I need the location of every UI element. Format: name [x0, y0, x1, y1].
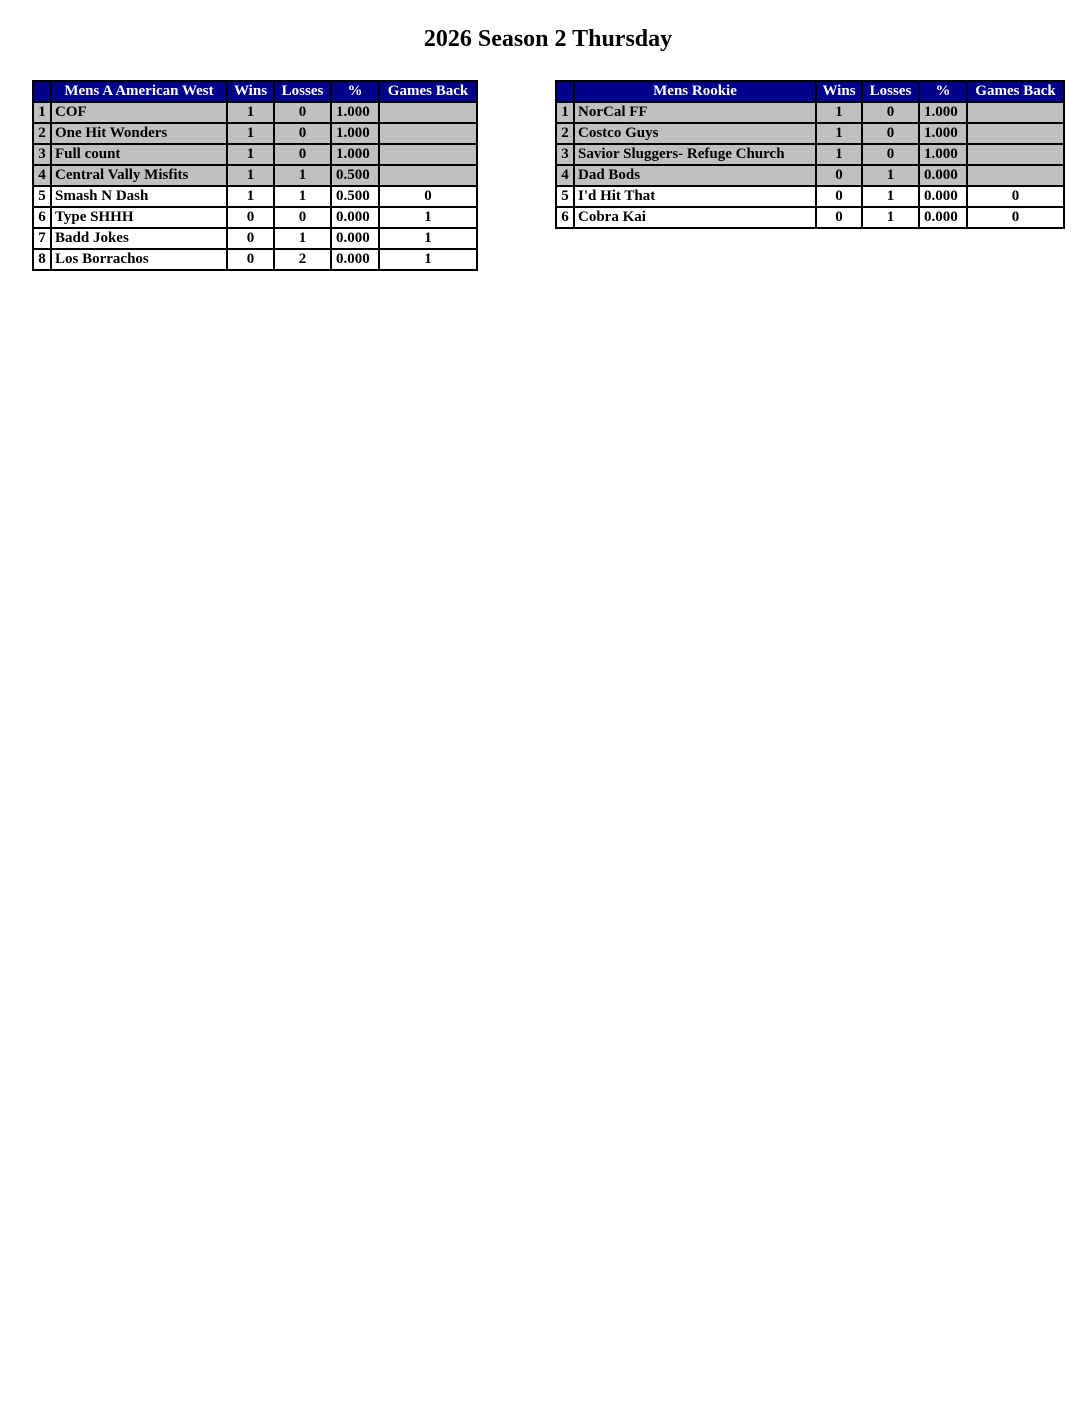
team-name-cell: NorCal FF — [574, 102, 816, 123]
rank-cell: 4 — [556, 165, 574, 186]
games-back-cell — [379, 144, 477, 165]
percentage-cell: 0.000 — [919, 186, 967, 207]
wins-cell: 1 — [227, 186, 274, 207]
losses-cell: 1 — [862, 207, 919, 228]
games-back-cell — [967, 144, 1064, 165]
losses-cell: 0 — [862, 144, 919, 165]
wins-cell: 1 — [227, 144, 274, 165]
table-row — [33, 249, 477, 270]
games-back-cell — [967, 123, 1064, 144]
games-back-cell: 0 — [967, 207, 1064, 228]
wins-cell: 0 — [227, 228, 274, 249]
losses-cell: 2 — [274, 249, 331, 270]
games-back-cell — [379, 123, 477, 144]
percentage-cell: 1.000 — [919, 123, 967, 144]
team-name-cell: Savior Sluggers- Refuge Church — [574, 144, 816, 165]
rank-cell: 7 — [33, 228, 51, 249]
percentage-cell: 1.000 — [331, 102, 379, 123]
wins-cell: 1 — [816, 123, 862, 144]
wins-cell: 1 — [227, 165, 274, 186]
team-name-cell: Central Vally Misfits — [51, 165, 227, 186]
wins-cell: 1 — [816, 102, 862, 123]
rank-cell: 1 — [33, 102, 51, 123]
percentage-cell: 0.500 — [331, 186, 379, 207]
games-back-cell — [379, 102, 477, 123]
rank-cell: 3 — [556, 144, 574, 165]
table-row — [33, 165, 477, 186]
team-name-cell: Costco Guys — [574, 123, 816, 144]
percentage-column-header: % — [919, 81, 967, 102]
percentage-cell: 0.000 — [331, 207, 379, 228]
table-row — [556, 165, 1064, 186]
percentage-cell: 0.000 — [919, 165, 967, 186]
games-back-column-header: Games Back — [967, 81, 1064, 102]
team-name-cell: I'd Hit That — [574, 186, 816, 207]
table-row — [556, 102, 1064, 123]
percentage-cell: 0.000 — [919, 207, 967, 228]
wins-cell: 0 — [227, 249, 274, 270]
rank-column-header — [556, 81, 574, 102]
percentage-cell: 1.000 — [919, 144, 967, 165]
games-back-cell: 1 — [379, 228, 477, 249]
team-name-cell: Los Borrachos — [51, 249, 227, 270]
wins-cell: 0 — [816, 165, 862, 186]
rank-cell: 8 — [33, 249, 51, 270]
losses-cell: 0 — [274, 144, 331, 165]
table-row — [33, 123, 477, 144]
losses-cell: 1 — [862, 165, 919, 186]
games-back-column-header: Games Back — [379, 81, 477, 102]
losses-column-header: Losses — [274, 81, 331, 102]
rank-cell: 4 — [33, 165, 51, 186]
table-row — [33, 102, 477, 123]
wins-column-header: Wins — [816, 81, 862, 102]
table-row — [33, 144, 477, 165]
games-back-cell — [967, 165, 1064, 186]
division-name-header: Mens A American West — [51, 81, 227, 102]
rank-cell: 5 — [556, 186, 574, 207]
team-name-cell: Smash N Dash — [51, 186, 227, 207]
losses-column-header: Losses — [862, 81, 919, 102]
wins-column-header: Wins — [227, 81, 274, 102]
wins-cell: 0 — [227, 207, 274, 228]
percentage-cell: 1.000 — [919, 102, 967, 123]
percentage-cell: 0.500 — [331, 165, 379, 186]
rank-cell: 2 — [556, 123, 574, 144]
losses-cell: 0 — [274, 102, 331, 123]
losses-cell: 0 — [274, 207, 331, 228]
wins-cell: 1 — [816, 144, 862, 165]
rank-cell: 6 — [33, 207, 51, 228]
percentage-cell: 0.000 — [331, 249, 379, 270]
wins-cell: 0 — [816, 186, 862, 207]
team-name-cell: Full count — [51, 144, 227, 165]
table-row — [33, 186, 477, 207]
rank-cell: 1 — [556, 102, 574, 123]
table-row — [556, 207, 1064, 228]
wins-cell: 0 — [816, 207, 862, 228]
table-header-row — [33, 81, 477, 102]
rank-cell: 5 — [33, 186, 51, 207]
page-title: 2026 Season 2 Thursday — [423, 26, 673, 52]
team-name-cell: Cobra Kai — [574, 207, 816, 228]
games-back-cell — [379, 165, 477, 186]
rank-column-header — [33, 81, 51, 102]
wins-cell: 1 — [227, 123, 274, 144]
losses-cell: 0 — [274, 123, 331, 144]
percentage-column-header: % — [331, 81, 379, 102]
team-name-cell: Dad Bods — [574, 165, 816, 186]
games-back-cell — [967, 102, 1064, 123]
table-row — [33, 228, 477, 249]
games-back-cell: 1 — [379, 207, 477, 228]
games-back-cell: 0 — [379, 186, 477, 207]
losses-cell: 1 — [862, 186, 919, 207]
losses-cell: 0 — [862, 102, 919, 123]
standings-table-mens-rookie — [555, 80, 1065, 229]
rank-cell: 2 — [33, 123, 51, 144]
rank-cell: 6 — [556, 207, 574, 228]
losses-cell: 1 — [274, 165, 331, 186]
losses-cell: 1 — [274, 186, 331, 207]
rank-cell: 3 — [33, 144, 51, 165]
team-name-cell: One Hit Wonders — [51, 123, 227, 144]
team-name-cell: COF — [51, 102, 227, 123]
team-name-cell: Type SHHH — [51, 207, 227, 228]
table-row — [556, 186, 1064, 207]
percentage-cell: 1.000 — [331, 123, 379, 144]
team-name-cell: Badd Jokes — [51, 228, 227, 249]
losses-cell: 0 — [862, 123, 919, 144]
table-row — [33, 207, 477, 228]
percentage-cell: 1.000 — [331, 144, 379, 165]
games-back-cell: 0 — [967, 186, 1064, 207]
wins-cell: 1 — [227, 102, 274, 123]
table-row — [556, 123, 1064, 144]
division-name-header: Mens Rookie — [574, 81, 816, 102]
percentage-cell: 0.000 — [331, 228, 379, 249]
games-back-cell: 1 — [379, 249, 477, 270]
standings-table-mens-a-american-west — [32, 80, 478, 271]
table-header-row — [556, 81, 1064, 102]
losses-cell: 1 — [274, 228, 331, 249]
table-row — [556, 144, 1064, 165]
